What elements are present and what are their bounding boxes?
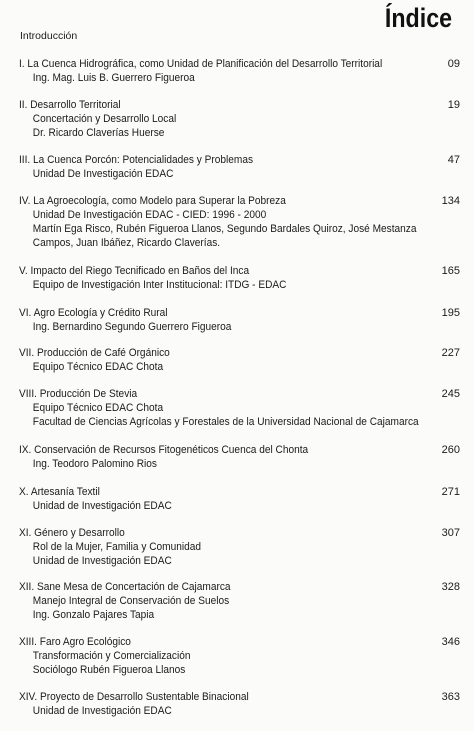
toc-entry-heading: XIII. Faro Agro Ecológico xyxy=(19,636,131,648)
page-title: Índice xyxy=(384,3,452,33)
toc-entry-heading: I. La Cuenca Hidrográfica, como Unidad de Planificación del Desarrollo Territorial xyxy=(19,58,383,70)
toc-entry-heading: VIII. Producción De Stevia xyxy=(19,388,138,400)
toc-page-number: 245 xyxy=(441,388,460,400)
toc-entry-line: Concertación y Desarrollo Local xyxy=(32,113,177,125)
toc-entry-line: Ing. Teodoro Palomino Rios xyxy=(32,458,157,470)
toc-page-number: 328 xyxy=(441,581,460,593)
toc-entry xyxy=(19,153,460,181)
toc-entry-heading: IX. Conservación de Recursos Fitogenéticos Cuenca del Chonta xyxy=(19,444,309,456)
toc-entry-line: Unidad De Investigación EDAC xyxy=(32,168,174,180)
toc-entry-line: Manejo Integral de Conservación de Suelos xyxy=(32,595,230,607)
toc-entry-heading: V. Impacto del Riego Tecnificado en Baños del Inca xyxy=(19,265,250,277)
toc-entry-heading: XIV. Proyecto de Desarrollo Sustentable Binacional xyxy=(19,691,249,703)
toc-entry-heading: II. Desarrollo Territorial xyxy=(19,99,121,111)
toc-entry xyxy=(19,194,460,250)
toc-entry xyxy=(19,443,460,471)
toc-page-number: 260 xyxy=(441,444,460,456)
toc-entry-line: Equipo Técnico EDAC Chota xyxy=(32,402,164,414)
toc-entry-line: Rol de la Mujer, Familia y Comunidad xyxy=(32,541,201,553)
toc-page-number: 227 xyxy=(441,347,460,359)
toc-entry xyxy=(19,387,460,429)
toc-entry xyxy=(19,57,460,85)
toc-page-number: 363 xyxy=(441,691,460,703)
introduction-heading: Introducción xyxy=(20,30,78,42)
toc-entry-line: Ing. Bernardino Segundo Guerrero Figueroa xyxy=(32,321,232,333)
toc-entry-line: Unidad de Investigación EDAC xyxy=(32,500,172,512)
toc-entry xyxy=(19,264,460,292)
toc-entry-heading: X. Artesanía Textil xyxy=(19,486,100,498)
toc-page-number: 19 xyxy=(447,99,460,111)
toc-entry-line: Ing. Mag. Luis B. Guerrero Figueroa xyxy=(32,72,195,84)
toc-entry-line: Ing. Gonzalo Pajares Tapia xyxy=(32,609,155,621)
toc-entry xyxy=(19,346,460,374)
toc-page-number: 307 xyxy=(441,527,460,539)
toc-entry-line: Equipo de Investigación Inter Institucional: ITDG - EDAC xyxy=(32,279,287,291)
toc-entry xyxy=(19,580,460,622)
toc-entry-line: Transformación y Comercialización xyxy=(32,650,191,662)
toc-entry-line: Facultad de Ciencias Agrícolas y Forestales de la Universidad Nacional de Cajamarca xyxy=(32,416,419,428)
toc-entry xyxy=(19,690,460,718)
toc-entry-line: Equipo Técnico EDAC Chota xyxy=(32,361,164,373)
toc-page-number: 271 xyxy=(441,486,460,498)
toc-page-number: 165 xyxy=(441,265,460,277)
toc-entry xyxy=(19,635,460,677)
toc-entry-heading: XII. Sane Mesa de Concertación de Cajamarca xyxy=(19,581,231,593)
toc-entry-heading: VII. Producción de Café Orgánico xyxy=(19,347,170,359)
toc-page-number: 134 xyxy=(441,195,460,207)
toc-entry xyxy=(19,306,460,334)
toc-entry-line: Unidad de Investigación EDAC xyxy=(32,705,172,717)
toc-page-number: 47 xyxy=(447,154,460,166)
toc-page-number: 09 xyxy=(447,58,460,70)
toc-entry-heading: XI. Género y Desarrollo xyxy=(19,527,125,539)
toc-page-number: 195 xyxy=(441,307,460,319)
toc-entry-line: Sociólogo Rubén Figueroa Llanos xyxy=(32,664,186,676)
toc-entry-line: Dr. Ricardo Claverías Huerse xyxy=(32,127,165,139)
toc-entry-heading: VI. Agro Ecología y Crédito Rural xyxy=(19,307,168,319)
toc-entry-heading: IV. La Agroecología, como Modelo para Superar la Pobreza xyxy=(19,195,286,207)
toc-entry-heading: III. La Cuenca Porcón: Potencialidades y Problemas xyxy=(19,154,254,166)
toc-page-number: 346 xyxy=(441,636,460,648)
toc-entry-line: Martín Ega Risco, Rubén Figueroa Llanos, Segundo Bardales Quiroz, José Mestanza xyxy=(32,223,417,235)
toc-entry-line: Unidad de Investigación EDAC xyxy=(32,555,172,567)
toc-entry-line: Unidad De Investigación EDAC - CIED: 1996 - 2000 xyxy=(32,209,267,221)
toc-entry-line: Campos, Juan Ibáñez, Ricardo Claverías. xyxy=(32,237,221,249)
toc-entry xyxy=(19,526,460,568)
toc-entry xyxy=(19,485,460,513)
toc-entry xyxy=(19,98,460,140)
